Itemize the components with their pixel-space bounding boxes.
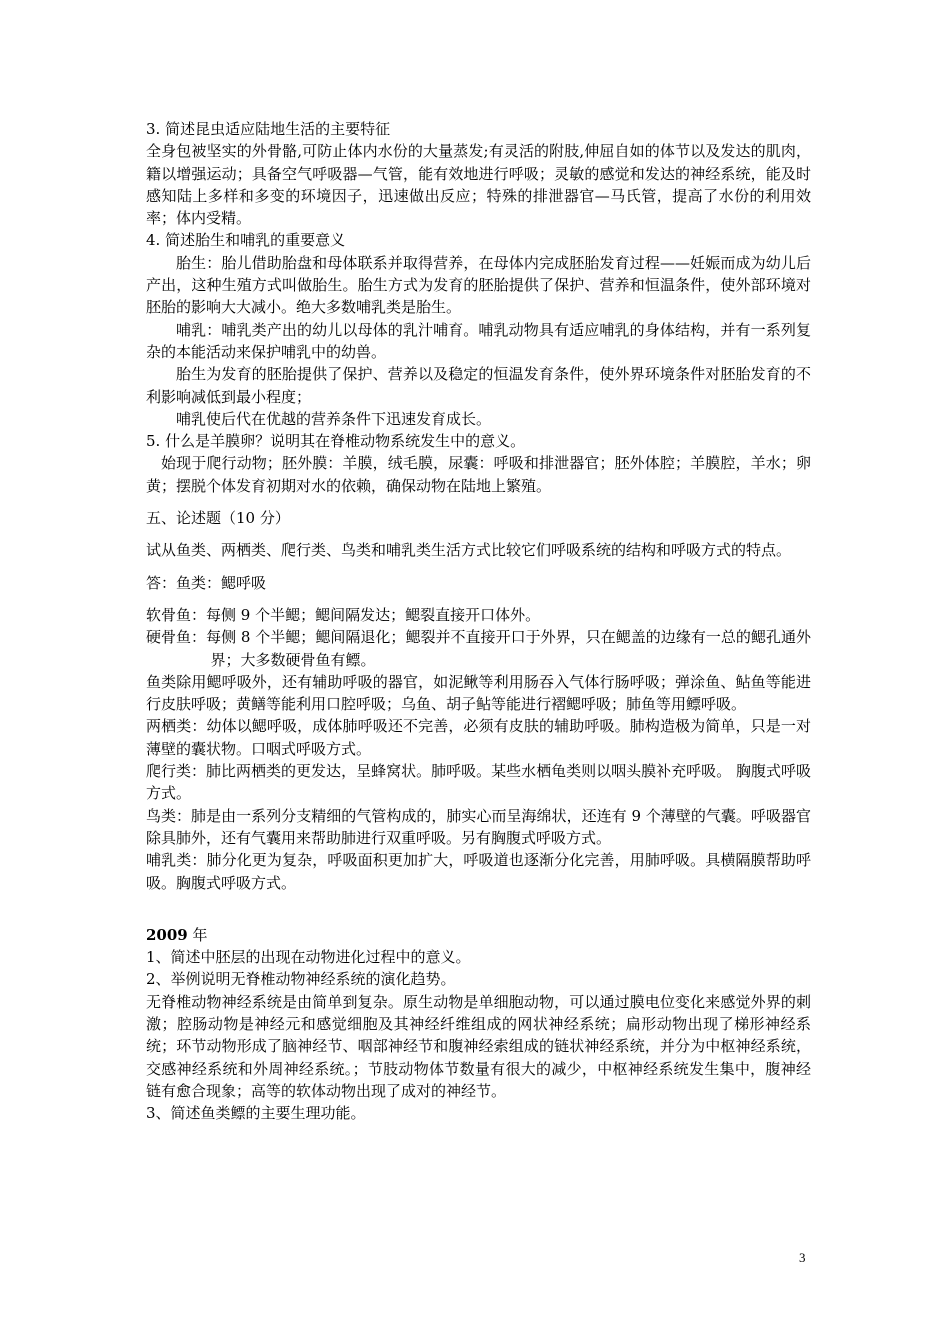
year-heading xyxy=(146,924,811,946)
section-heading: 五、论述题（10 分） xyxy=(146,509,290,528)
q4-paragraph-viviparity: 胎生：胎儿借助胎盘和母体联系并取得营养，在母体内完成胚胎发育过程——妊娠而成为幼儿后产出，这种生殖方式叫做胎生。胎生方式为发育的胚胎提供了保护、营养和恒温条件，使外部环境对胚胎的影响大大减小。绝大多数哺乳类是胎生。 xyxy=(146,253,811,317)
year-number: 2009 xyxy=(146,925,188,944)
answer-item-reptiles: 爬行类：肺比两栖类的更发达，呈蜂窝状。肺呼吸。某些水栖龟类则以咽头膜补充呼吸。 胸腹式呼吸方式。 xyxy=(146,762,811,803)
q5-title: 5. 什么是羊膜卵？说明其在脊椎动物系统发生中的意义。 xyxy=(146,432,526,451)
q4-paragraph-significance-1: 胎生为发育的胚胎提供了保护、营养以及稳定的恒温发育条件，使外界环境条件对胚胎发育的不利影响减低到最小程度； xyxy=(146,365,811,406)
q4-paragraph-lactation: 哺乳：哺乳类产出的幼儿以母体的乳汁哺育。哺乳动物具有适应哺乳的身体结构，并有一系列复杂的本能活动来保护哺乳中的幼兽。 xyxy=(146,320,811,361)
q3-answer: 全身包被坚实的外骨骼,可防止体内水份的大量蒸发;有灵活的附肢,伸屈自如的体节以及发达的肌肉，籍以增强运动；具备空气呼吸器—气管，能有效地进行呼吸；灵敏的感觉和发达的神经系统，能及时感知陆上多样和多变的环境因子，迅速做出反应；特殊的排泄器官—马氏管，提高了水份的利用效率；体内受精。 xyxy=(146,142,811,228)
q4-title: 4. 简述胎生和哺乳的重要意义 xyxy=(146,231,346,250)
y2009-question-2: 2、举例说明无脊椎动物神经系统的演化趋势。 xyxy=(146,970,456,989)
y2009-question-1: 1、简述中胚层的出现在动物进化过程中的意义。 xyxy=(146,948,471,967)
answer-item-fish-accessory: 鱼类除用鳃呼吸外，还有辅助呼吸的器官，如泥鳅等利用肠吞入气体行肠呼吸；弹涂鱼、鲇鱼等能进行皮肤呼吸；黄鳝等能利用口腔呼吸；乌鱼、胡子鲇等能进行褶鳃呼吸；肺鱼等用鳔呼吸。 xyxy=(146,672,811,714)
answer-item-mammals: 哺乳类：肺分化更为复杂，呼吸面积更加扩大，呼吸道也逐渐分化完善，用肺呼吸。具横隔膜帮助呼吸。胸腹式呼吸方式。 xyxy=(146,851,811,892)
answer-item-bony-fish: 硬骨鱼：每侧 8 个半鳃；鳃间隔退化；鳃裂并不直接开口于外界，只在鳃盖的边缘有一总的鳃孔通外界；大多数硬骨鱼有鳔。 xyxy=(146,628,811,669)
answer-item-amphibians: 两栖类：幼体以鳃呼吸，成体肺呼吸还不完善，必须有皮肤的辅助呼吸。肺构造极为简单，只是一对薄壁的囊状物。口咽式呼吸方式。 xyxy=(146,717,811,758)
answer-intro: 答：鱼类：鳃呼吸 xyxy=(146,573,267,592)
page-number: 3 xyxy=(799,1250,806,1265)
y2009-question-3: 3、简述鱼类鳔的主要生理功能。 xyxy=(146,1104,366,1123)
year-suffix: 年 xyxy=(187,925,208,944)
answer-item-birds: 鸟类：肺是由一系列分支精细的气管构成的，肺实心而呈海绵状，还连有 9 个薄壁的气囊。呼吸器官除具肺外，还有气囊用来帮助肺进行双重呼吸。另有胸腹式呼吸方式。 xyxy=(146,806,811,847)
document-page xyxy=(146,118,811,1124)
essay-question: 试从鱼类、两栖类、爬行类、鸟类和哺乳类生活方式比较它们呼吸系统的结构和呼吸方式的特点。 xyxy=(146,541,792,560)
q3-title: 3. 简述昆虫适应陆地生活的主要特征 xyxy=(146,120,391,138)
q4-paragraph-significance-2: 哺乳使后代在优越的营养条件下迅速发育成长。 xyxy=(176,409,492,428)
answer-item-cartilaginous-fish: 软骨鱼：每侧 9 个半鳃；鳃间隔发达；鳃裂直接开口体外。 xyxy=(146,605,541,624)
q5-answer: 始现于爬行动物；胚外膜：羊膜，绒毛膜，尿囊：呼吸和排泄器官；胚外体腔；羊膜腔，羊水；卵黄；摆脱个体发育初期对水的依赖，确保动物在陆地上繁殖。 xyxy=(146,454,811,495)
y2009-answer-2: 无脊椎动物神经系统是由简单到复杂。原生动物是单细胞动物，可以通过膜电位变化来感觉外界的刺激；腔肠动物是神经元和感觉细胞及其神经纤维组成的网状神经系统；扁形动物出现了梯形神经系统；环节动物形成了脑神经节、咽部神经节和腹神经索组成的链状神经系统，并分为中枢神经系统，交感神经系统和外周神经系统。；节肢动物体节数量有很大的减少，中枢神经系统发生集中，腹神经链有愈合现象；高等的软体动物出现了成对的神经节。 xyxy=(146,992,811,1100)
